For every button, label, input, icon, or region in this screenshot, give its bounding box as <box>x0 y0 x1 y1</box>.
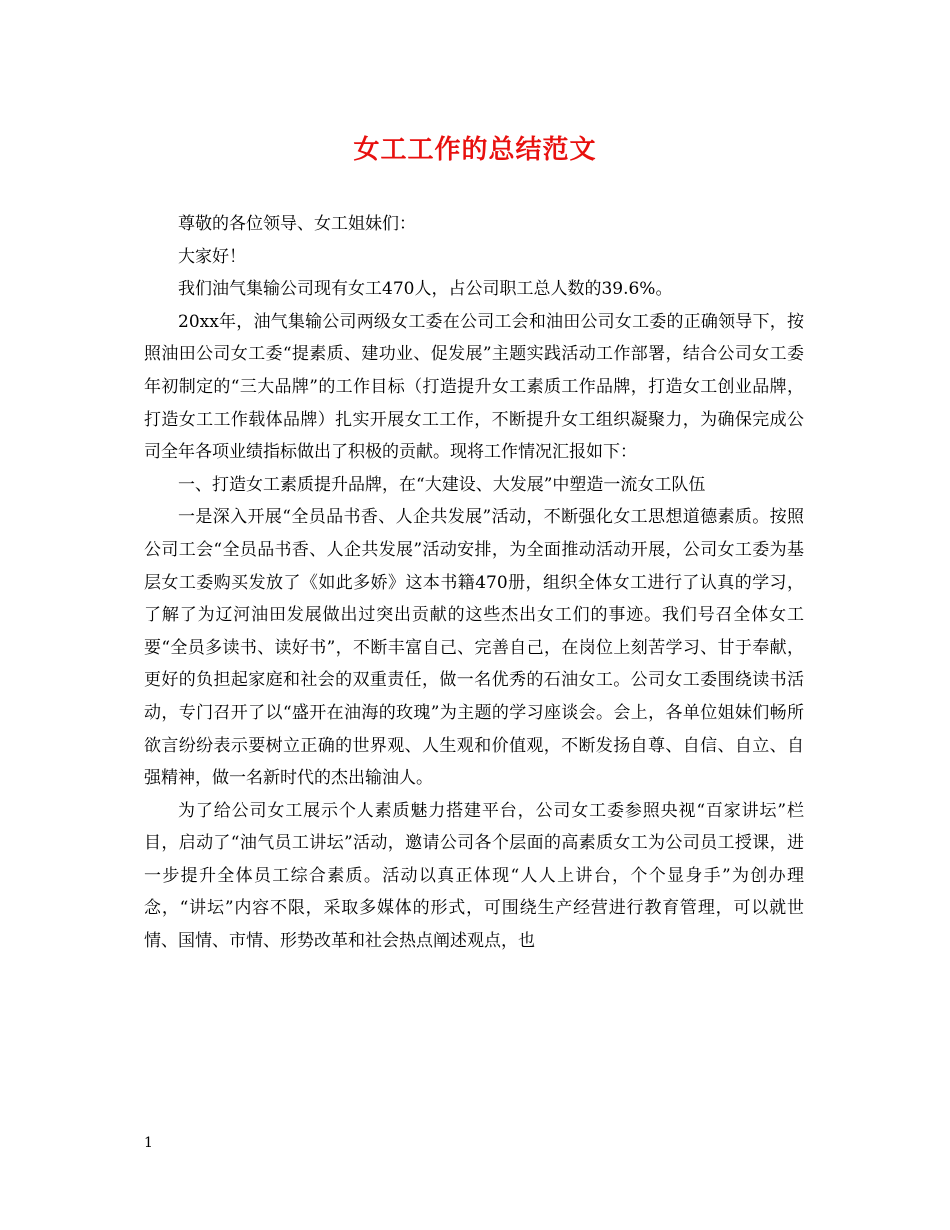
document-body <box>144 208 804 958</box>
paragraph-salutation: 尊敬的各位领导、女工姐妹们： <box>178 214 416 234</box>
paragraph-lecture-forum: 为了给公司女工展示个人素质魅力搭建平台，公司女工委参照央视“百家讲坛”栏目，启动了“油气员工讲坛”活动，邀请公司各个层面的高素质女工为公司员工授课，进一步提升全体员工综合素质。活动以真正体现“人人上讲台，个个显身手”为创办理念，“讲坛”内容不限，采取多媒体的形式，可围绕生产经营进行教育管理，可以就世情、国情、市情、形势改革和社会热点阐述观点，也 <box>144 800 804 952</box>
page-number: 1 <box>144 1135 153 1151</box>
paragraph-reading-activity: 一是深入开展“全员品书香、人企共发展”活动，不断强化女工思想道德素质。按照公司工会“全员品书香、人企共发展”活动安排，为全面推动活动开展，公司女工委为基层女工委购买发放了《如此多娇》这本书籍470册，组织全体女工进行了认真的学习，了解了为辽河油田发展做出过突出贡献的这些杰出女工们的事迹。我们号召全体女工要“全员多读书、读好书”，不断丰富自己、完善自己，在岗位上刻苦学习、甘于奉献，更好的负担起家庭和社会的双重责任，做一名优秀的石油女工。公司女工委围绕读书活动，专门召开了以“盛开在油海的玫瑰”为主题的学习座谈会。会上，各单位姐妹们畅所欲言纷纷表示要树立正确的世界观、人生观和价值观，不断发扬自尊、自信、自立、自强精神，做一名新时代的杰出输油人。 <box>144 507 804 789</box>
document-title: 女工工作的总结范文 <box>353 135 597 165</box>
paragraph-intro: 我们油气集输公司现有女工470人，占公司职工总人数的39.6%。 <box>178 279 673 300</box>
paragraph-greeting: 大家好！ <box>178 246 246 267</box>
section-heading: 一、打造女工素质提升品牌，在“大建设、大发展”中塑造一流女工队伍 <box>178 474 706 495</box>
paragraph-overview: 20xx年，油气集输公司两级女工委在公司工会和油田公司女工委的正确领导下，按照油田公司女工委“提素质、建功业、促发展”主题实践活动工作部署，结合公司女工委年初制定的“三大品牌”的工作目标（打造提升女工素质工作品牌，打造女工创业品牌，打造女工工作载体品牌）扎实开展女工工作，不断提升女工组织凝聚力，为确保完成公司全年各项业绩指标做出了积极的贡献。现将工作情况汇报如下： <box>144 311 804 463</box>
